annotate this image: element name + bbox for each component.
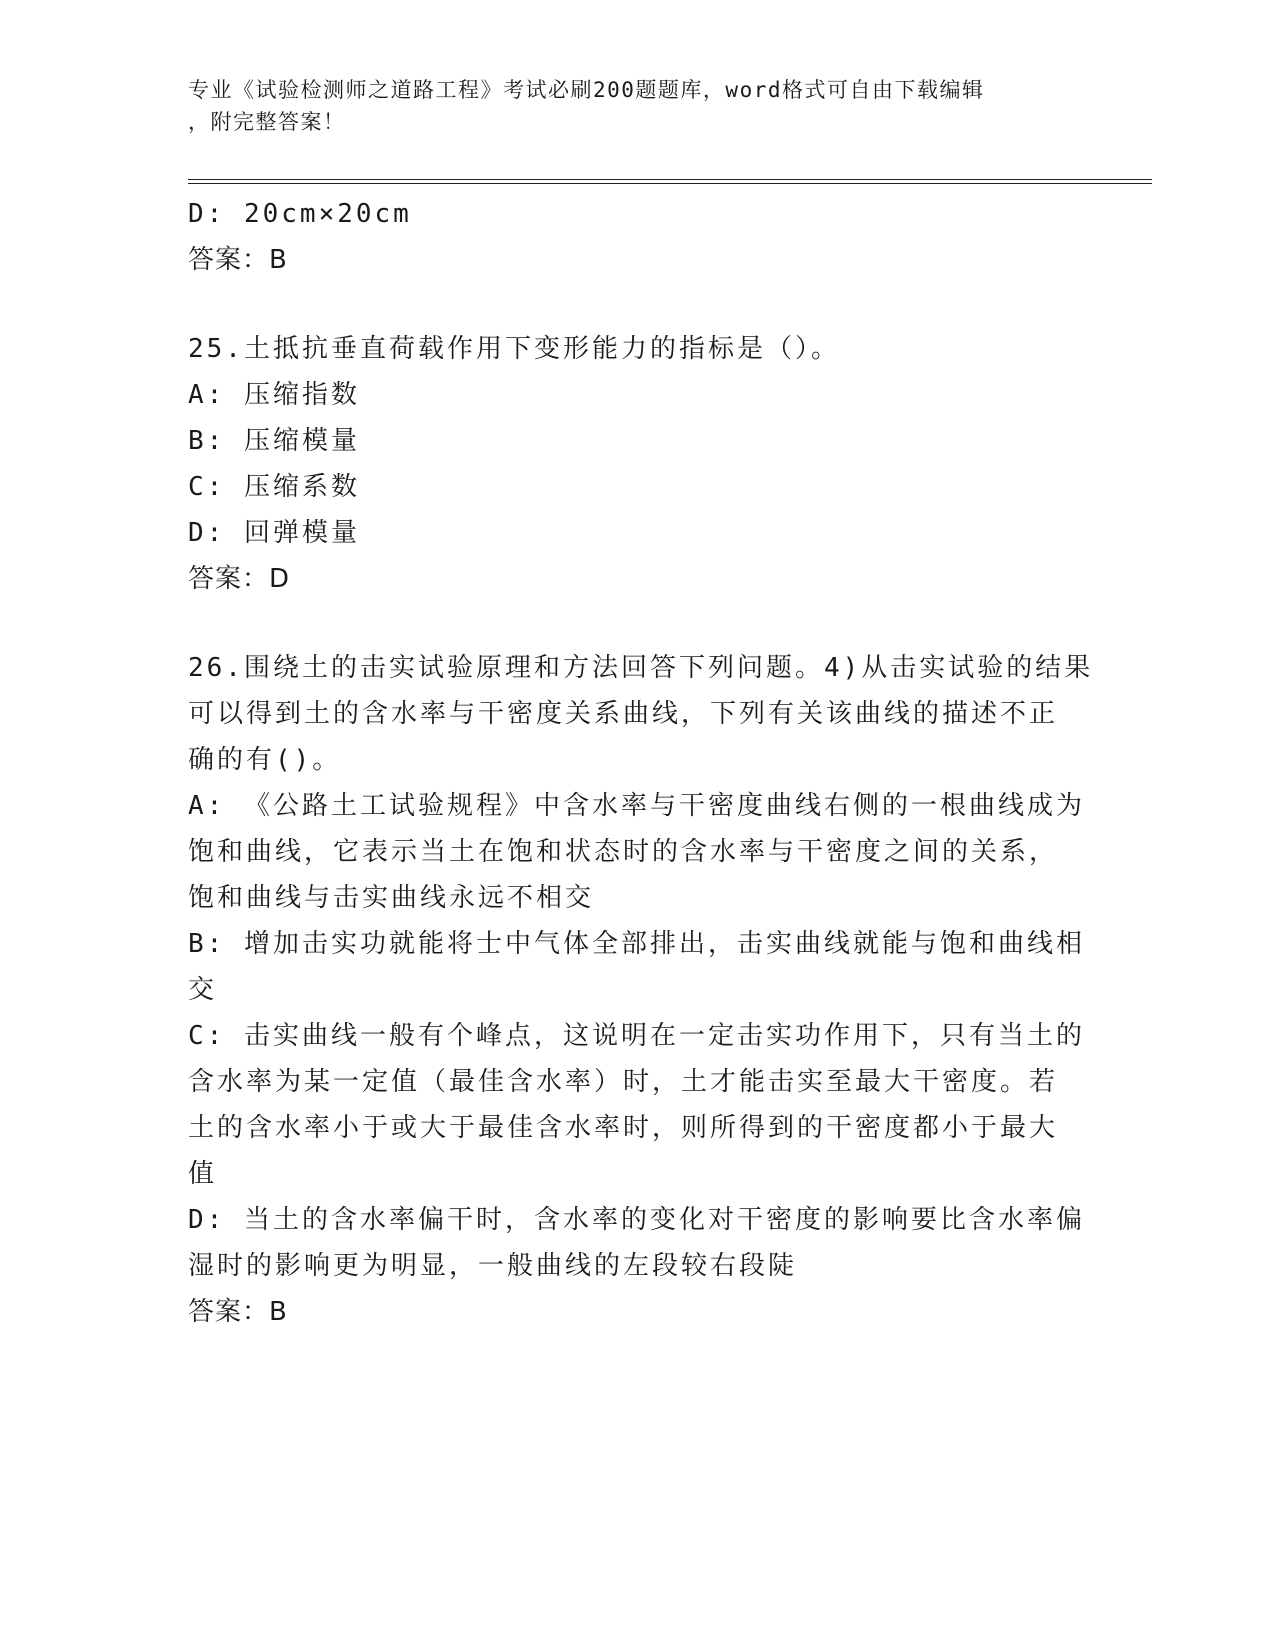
header-divider-top [188,179,1152,180]
question-text: 25.土抵抗垂直荷载作用下变形能力的指标是（）。 [188,334,840,364]
answer-line: 答案：D [188,564,291,594]
option-d: D: 20cm×20cm [188,199,412,229]
option-a-line: 饱和曲线与击实曲线永远不相交 [188,883,595,913]
answer-line: 答案：B [188,1297,288,1327]
option-a-line: A: 《公路土工试验规程》中含水率与干密度曲线右侧的一根曲线成为 [188,791,1085,821]
option-b-line: 交 [188,975,218,1005]
option-a-line: 饱和曲线，它表示当土在饱和状态时的含水率与干密度之间的关系， [188,837,1059,867]
option-a: A: 压缩指数 [188,380,360,410]
option-c-line: 含水率为某一定值（最佳含水率）时，土才能击实至最大干密度。若 [188,1067,1059,1097]
question-text-line: 可以得到土的含水率与干密度关系曲线，下列有关该曲线的描述不正 [188,699,1059,729]
option-c-line: C: 击实曲线一般有个峰点，这说明在一定击实功作用下，只有当土的 [188,1021,1085,1051]
option-c-line: 值 [188,1159,218,1189]
option-b-line: B: 增加击实功就能将士中气体全部排出，击实曲线就能与饱和曲线相 [188,929,1085,959]
question-content [188,191,1094,1335]
option-d-line: D: 当土的含水率偏干时，含水率的变化对干密度的影响要比含水率偏 [188,1205,1085,1235]
header-title-line-2: ，附完整答案！ [188,110,346,134]
option-d: D: 回弹模量 [188,518,360,548]
option-c-line: 土的含水率小于或大于最佳含水率时，则所得到的干密度都小于最大 [188,1113,1059,1143]
option-d-line: 湿时的影响更为明显，一般曲线的左段较右段陡 [188,1251,798,1281]
question-24-tail [188,191,1078,283]
answer-line: 答案：B [188,245,288,275]
option-b: B: 压缩模量 [188,426,360,456]
option-c: C: 压缩系数 [188,472,360,502]
question-text-line: 确的有()。 [188,745,342,775]
question-25 [188,326,1078,602]
question-26 [188,645,1094,1335]
header-divider-bottom [188,183,1152,184]
spacer [188,283,1078,326]
document-header [188,74,1068,138]
header-title-line-1: 专业《试验检测师之道路工程》考试必刷200题题库，word格式可自由下载编辑 [188,78,985,102]
spacer [188,602,1078,645]
question-text-line: 26.围绕土的击实试验原理和方法回答下列问题。4)从击实试验的结果 [188,653,1094,683]
